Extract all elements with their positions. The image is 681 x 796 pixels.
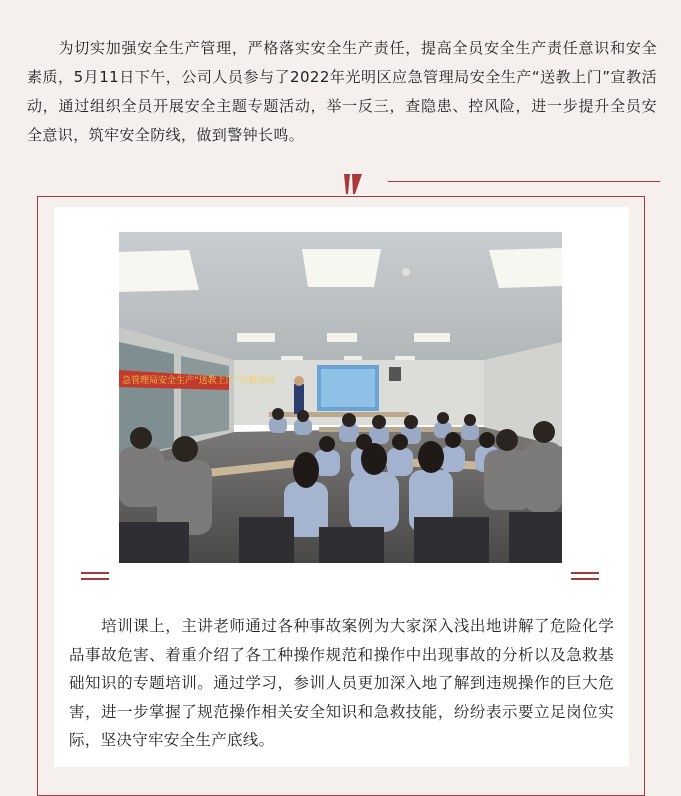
divider-mark-icon <box>341 172 365 196</box>
banner-text: 急管理局安全生产“送教上门”宣教活动 <box>122 376 276 386</box>
body-paragraph: 培训课上，主讲老师通过各种事故案例为大家深入浅出地讲解了危险化学品事故危害、着重介绍了各工种操作规范和操作中出现事故的分析以及急救基础知识的专题培训。通过学习，参训人员更加深入地了解到违规操作的巨大危害，进一步掌握了规范操作相关安全知识和急救技能，纷纷表示要立足岗位实际，坚决守牢安全生产底线。 <box>69 617 614 749</box>
left-ornament <box>81 572 109 584</box>
intro-paragraph: 为切实加强安全生产管理，严格落实安全生产责任，提高全员安全生产责任意识和安全素质，5月11日下午，公司人员参与了2022年光明区应急管理局安全生产“送教上门”宣教活动，通过组织全员开展安全主题专题活动，举一反三，查隐患、控风险，进一步提升全员安全意识，筑牢安全防线，做到警钟长鸣。 <box>27 39 657 144</box>
divider-line <box>388 181 660 182</box>
right-ornament <box>571 572 599 584</box>
training-photo <box>119 232 562 563</box>
